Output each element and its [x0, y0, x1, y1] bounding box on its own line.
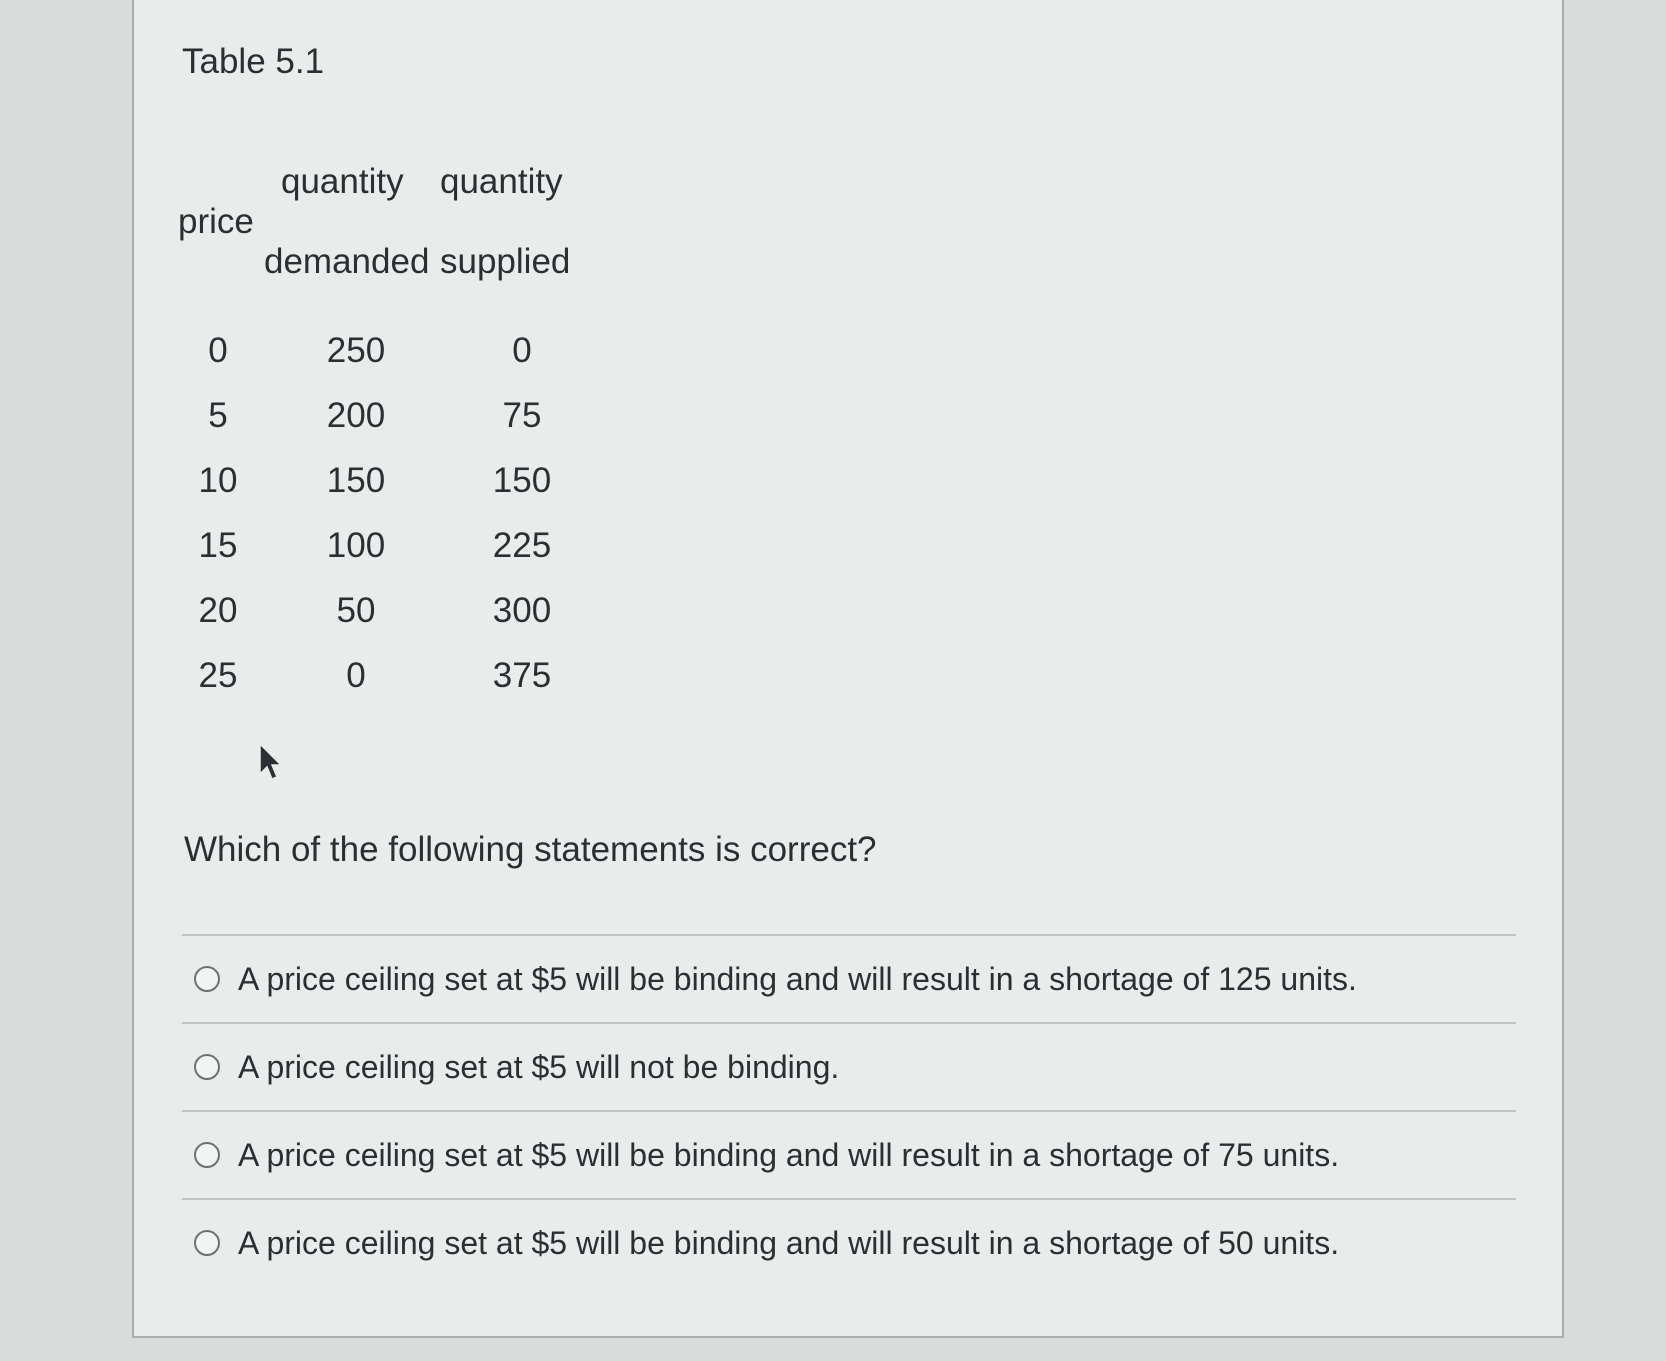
answer-option-4[interactable]	[182, 1200, 1516, 1286]
header-quantity-supplied-top: quantity	[440, 162, 563, 201]
cell-quantity-demanded: 200	[326, 396, 386, 435]
cell-quantity-supplied: 300	[492, 591, 552, 630]
cell-quantity-supplied: 225	[492, 526, 552, 565]
answer-option-1[interactable]	[182, 936, 1516, 1022]
cell-quantity-supplied: 0	[512, 331, 532, 370]
header-quantity-supplied-bottom: supplied	[440, 242, 571, 281]
cell-price: 15	[198, 526, 238, 565]
question-text: Which of the following statements is correct?	[184, 830, 877, 869]
cell-price: 5	[208, 396, 228, 435]
cell-price: 0	[208, 331, 228, 370]
cell-price: 25	[198, 656, 238, 695]
radio-button[interactable]	[194, 966, 220, 992]
cell-quantity-demanded: 50	[336, 591, 376, 630]
cell-quantity-demanded: 0	[346, 656, 366, 695]
cell-quantity-demanded: 100	[326, 526, 386, 565]
answer-option-label: A price ceiling set at $5 will be binding and will result in a shortage of 50 units.	[238, 1224, 1340, 1261]
cell-price: 20	[198, 591, 238, 630]
table-title: Table 5.1	[182, 42, 325, 81]
mouse-pointer-icon	[258, 742, 284, 782]
radio-button[interactable]	[194, 1230, 220, 1256]
cell-quantity-supplied: 75	[502, 396, 542, 435]
cell-quantity-demanded: 250	[326, 331, 386, 370]
cell-quantity-demanded: 150	[326, 461, 386, 500]
cell-quantity-supplied: 375	[492, 656, 552, 695]
answer-options	[182, 934, 1516, 1286]
header-quantity-demanded-top: quantity	[281, 162, 404, 201]
radio-button[interactable]	[194, 1054, 220, 1080]
cell-price: 10	[198, 461, 238, 500]
header-quantity-demanded-bottom: demanded	[264, 242, 430, 281]
answer-option-label: A price ceiling set at $5 will be binding and will result in a shortage of 75 units.	[238, 1136, 1340, 1173]
radio-button[interactable]	[194, 1142, 220, 1168]
answer-option-3[interactable]	[182, 1112, 1516, 1198]
answer-option-label: A price ceiling set at $5 will be binding and will result in a shortage of 125 units.	[238, 960, 1357, 997]
answer-option-2[interactable]	[182, 1024, 1516, 1110]
cell-quantity-supplied: 150	[492, 461, 552, 500]
question-panel	[132, 0, 1564, 1338]
answer-option-label: A price ceiling set at $5 will not be binding.	[238, 1048, 840, 1085]
header-price: price	[178, 202, 254, 241]
